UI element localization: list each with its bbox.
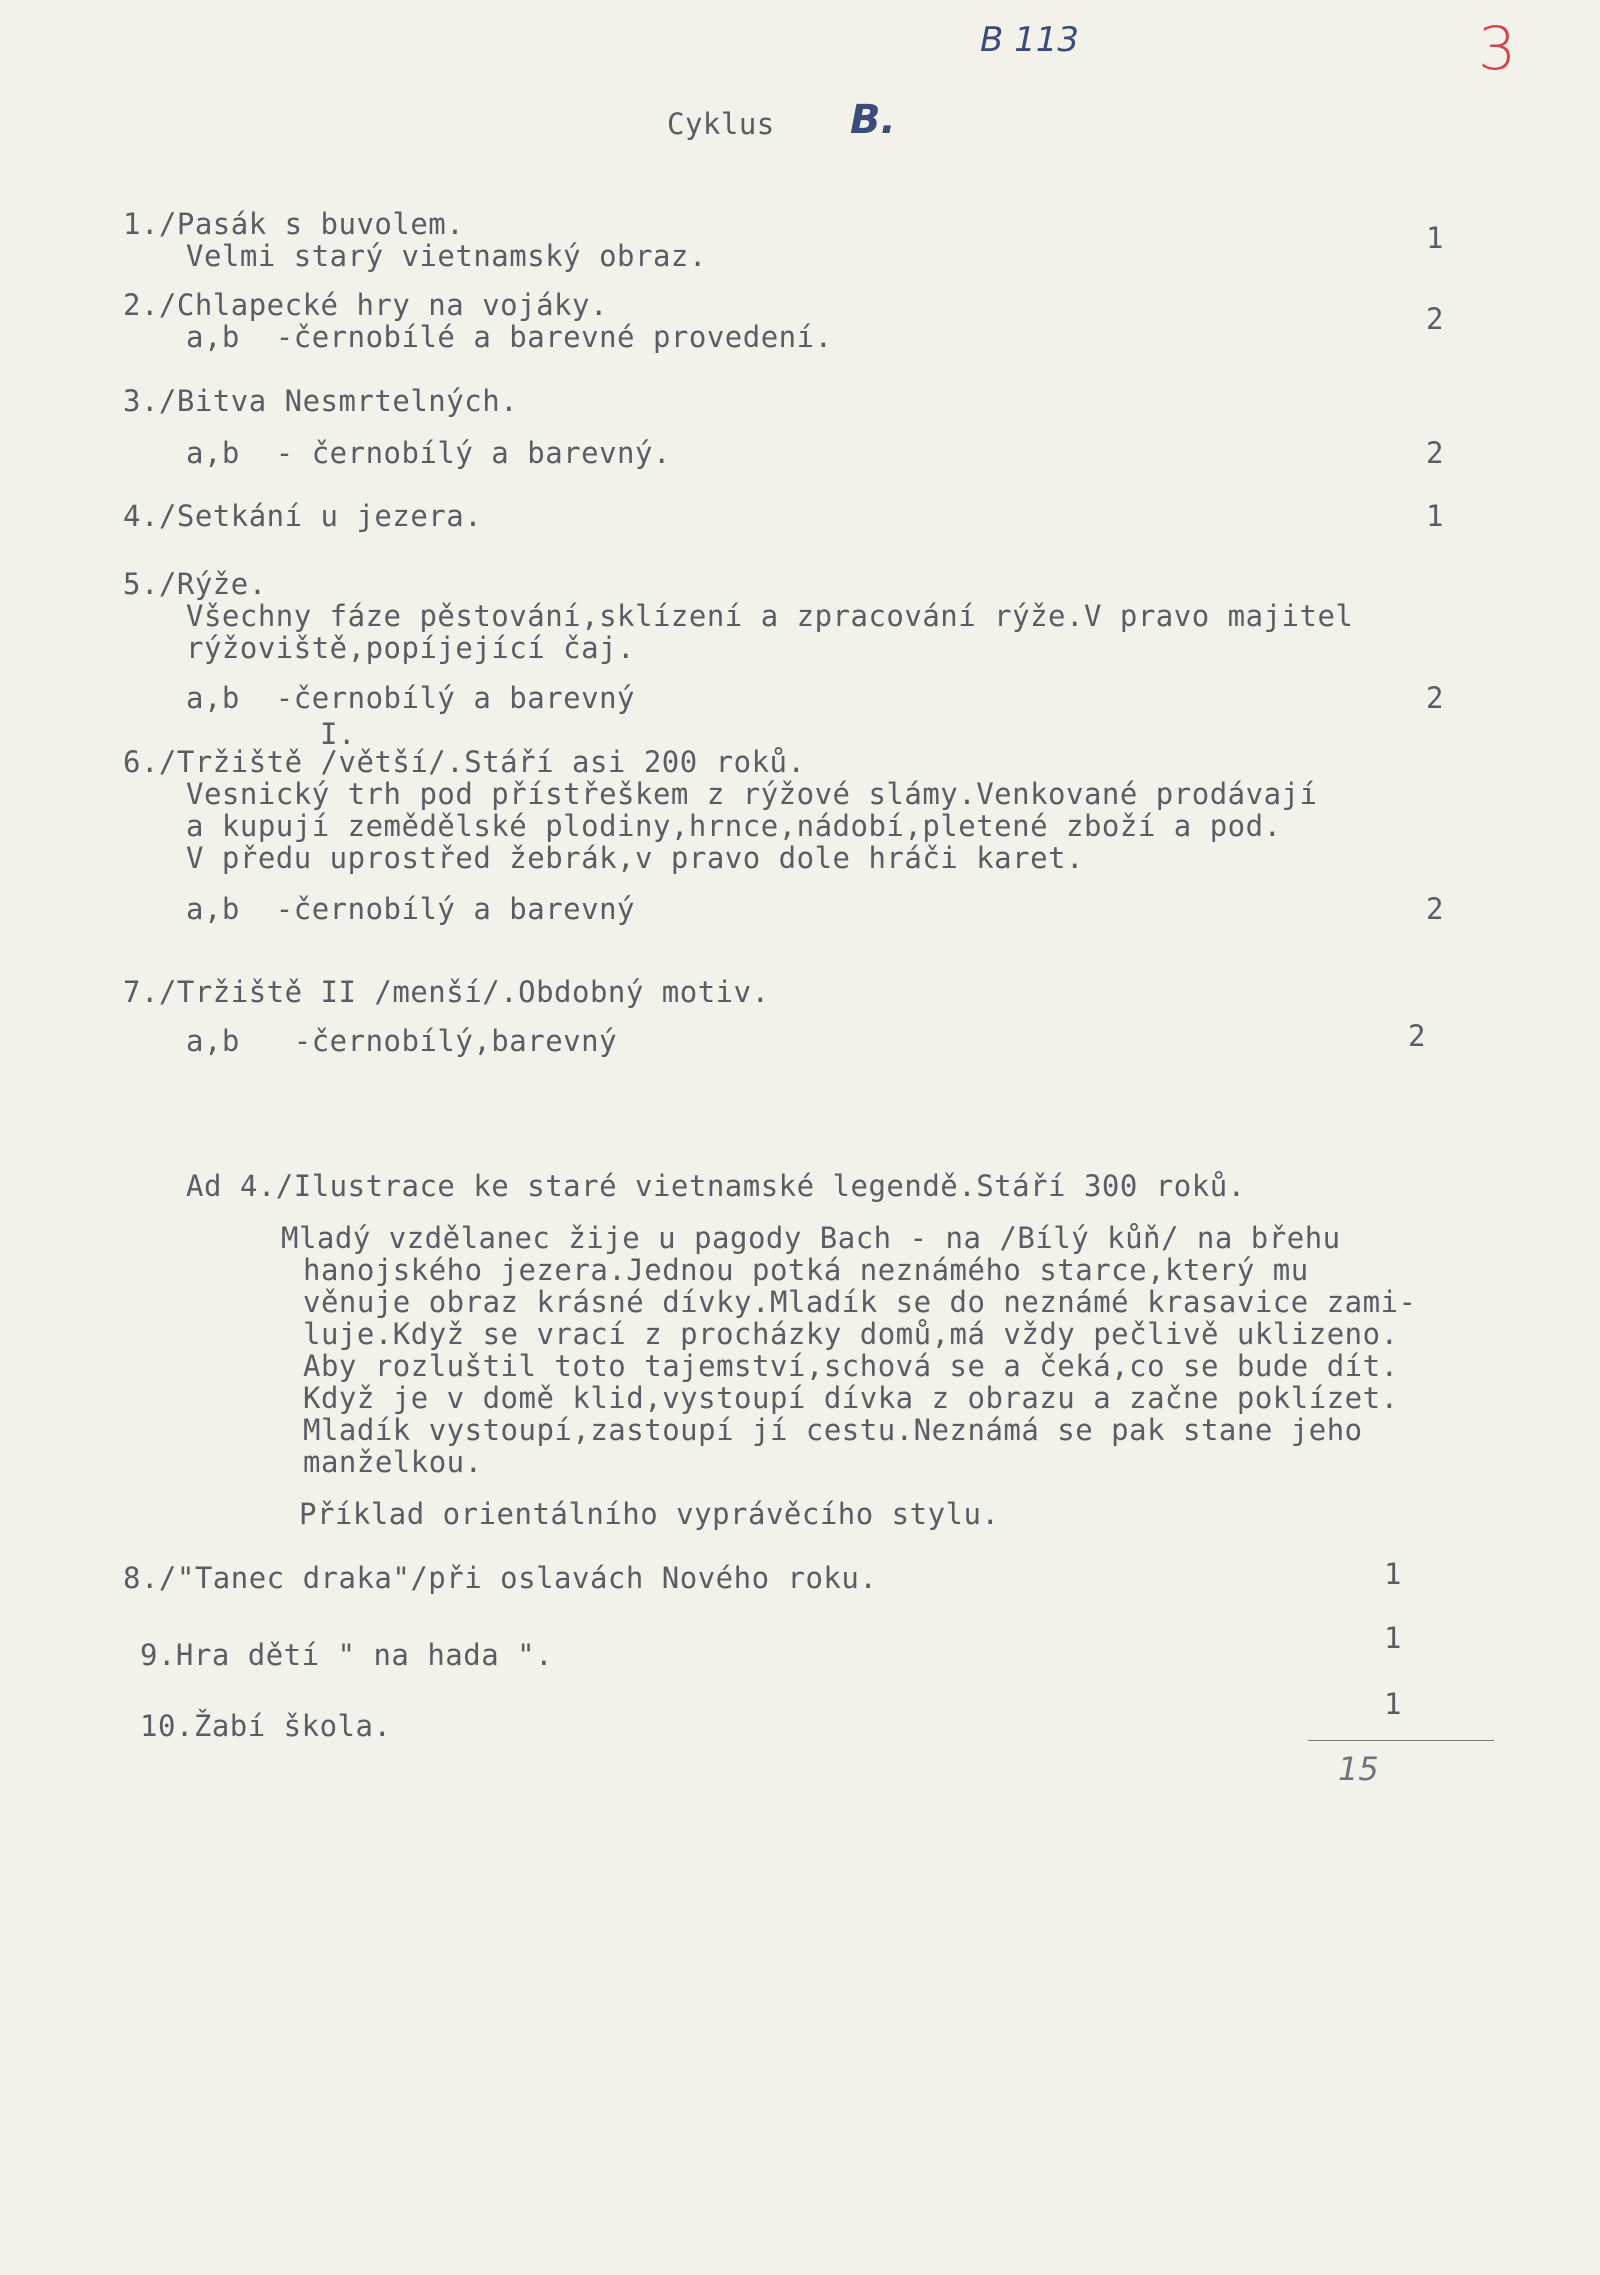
item-7-count: 2 <box>1408 1019 1426 1053</box>
item-4-title: 4./Setkání u jezera. <box>123 499 483 533</box>
note-line: Aby rozluštil toto tajemství,schová se a čeká,co se bude dít. <box>303 1349 1399 1383</box>
note-line: věnuje obraz krásné dívky.Mladík se do neznámé krasavice zami- <box>303 1285 1417 1319</box>
item-2-count: 2 <box>1426 302 1444 336</box>
item-8-title: 8./"Tanec draka"/při oslavách Nového roku. <box>123 1561 878 1595</box>
cycle-title: Cyklus <box>667 107 775 141</box>
item-10-title: 10.Žabí škola. <box>140 1709 392 1743</box>
item-9-count: 1 <box>1384 1621 1402 1655</box>
note-closing: Příklad orientálního vyprávěcího stylu. <box>299 1497 1000 1531</box>
item-6-desc-3: V předu uprostřed žebrák,v pravo dole hráči karet. <box>186 841 1084 875</box>
note-heading: Ad 4./Ilustrace ke staré vietnamské legendě.Stáří 300 roků. <box>186 1169 1246 1203</box>
item-6-desc-2: a kupují zemědělské plodiny,hrnce,nádobí,pletené zboží a pod. <box>186 809 1282 843</box>
item-9-title: 9.Hra dětí " na hada ". <box>140 1638 554 1672</box>
item-6-desc-1: Vesnický trh pod přístřeškem z rýžové slámy.Venkované prodávají <box>186 777 1318 811</box>
item-7-variants: a,b -černobílý,barevný <box>186 1024 618 1058</box>
total-mark: 15 <box>1338 1750 1379 1788</box>
item-6-marker: I. <box>320 717 356 751</box>
item-6-count: 2 <box>1426 892 1444 926</box>
top-code-mark: B 113 <box>980 20 1080 60</box>
item-5-desc-2: rýžoviště,popíjející čaj. <box>186 631 635 665</box>
item-8-count: 1 <box>1384 1557 1402 1591</box>
item-1-title: 1./Pasák s buvolem. <box>123 207 465 241</box>
item-3-title: 3./Bitva Nesmrtelných. <box>123 384 519 418</box>
item-10-count: 1 <box>1384 1687 1402 1721</box>
note-line: Když je v domě klid,vystoupí dívka z obrazu a začne poklízet. <box>303 1381 1399 1415</box>
note-line: Mladík vystoupí,zastoupí jí cestu.Neznámá se pak stane jeho <box>303 1413 1363 1447</box>
note-line: Mladý vzdělanec žije u pagody Bach - na /Bílý kůň/ na břehu <box>281 1221 1341 1255</box>
page-number-mark: 3 <box>1478 14 1517 84</box>
note-line: manželkou. <box>303 1445 483 1479</box>
item-5-count: 2 <box>1426 681 1444 715</box>
sum-rule <box>1308 1740 1494 1741</box>
item-6-variants: a,b -černobílý a barevný <box>186 892 635 926</box>
item-6-title: 6./Tržiště /větší/.Stáří asi 200 roků. <box>123 745 806 779</box>
item-5-title: 5./Rýže. <box>123 567 267 601</box>
cycle-letter-mark: B. <box>850 97 896 143</box>
note-line: luje.Když se vrací z procházky domů,má vždy pečlivě uklizeno. <box>303 1317 1399 1351</box>
item-5-variants: a,b -černobílý a barevný <box>186 681 635 715</box>
item-7-title: 7./Tržiště II /menší/.Obdobný motiv. <box>123 975 770 1009</box>
item-2-title: 2./Chlapecké hry na vojáky. <box>123 288 608 322</box>
item-5-desc-1: Všechny fáze pěstování,sklízení a zpracování rýže.V pravo majitel <box>186 599 1354 633</box>
item-3-desc: a,b - černobílý a barevný. <box>186 436 671 470</box>
item-1-desc: Velmi starý vietnamský obraz. <box>186 239 707 273</box>
item-3-count: 2 <box>1426 436 1444 470</box>
item-4-count: 1 <box>1426 499 1444 533</box>
note-line: hanojského jezera.Jednou potká neznámého starce,který mu <box>303 1253 1309 1287</box>
item-1-count: 1 <box>1426 221 1444 255</box>
item-2-desc: a,b -černobílé a barevné provedení. <box>186 320 833 354</box>
